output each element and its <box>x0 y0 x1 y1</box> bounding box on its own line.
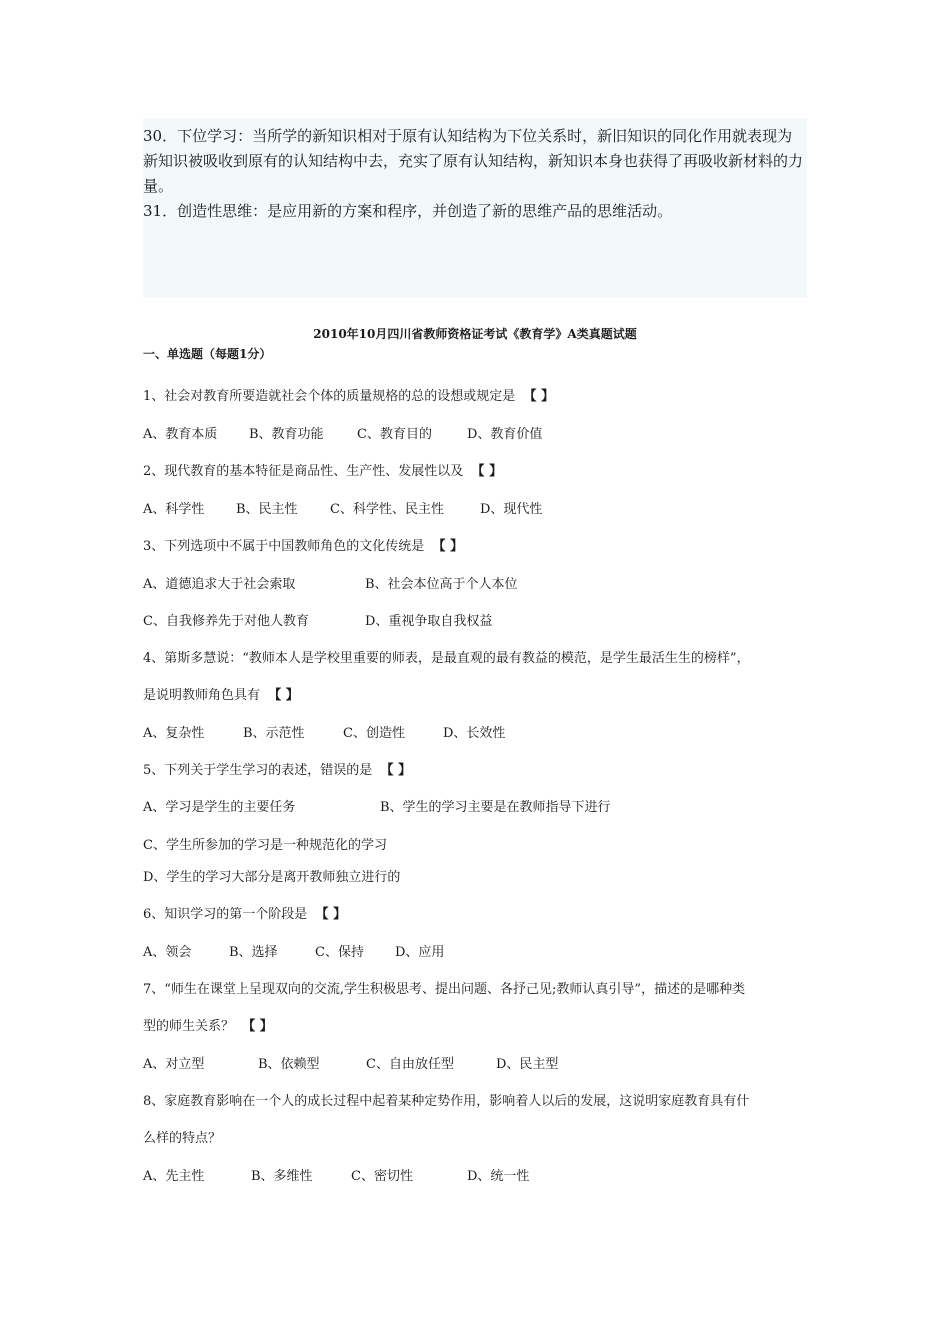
definitions-block <box>143 118 807 298</box>
answer-bracket: 【 】 <box>523 389 555 404</box>
option: B、学生的学习主要是在教师指导下进行 <box>380 800 611 815</box>
question-4-stem-line1: 4、第斯多慧说：“教师本人是学校里重要的师表，是最直观的最有教益的模范，是学生最活生生的榜样”， <box>143 651 750 666</box>
option: D、民主型 <box>496 1057 559 1072</box>
option: A、复杂性 <box>143 726 205 741</box>
question-8-options <box>143 1167 529 1187</box>
option: B、社会本位高于个人本位 <box>365 577 518 592</box>
answer-bracket: 【 】 <box>242 1019 273 1034</box>
option: A、先主性 <box>143 1169 205 1184</box>
option: C、教育目的 <box>357 427 432 442</box>
option: C、保持 <box>315 945 364 960</box>
option: C、自我修养先于对他人教育 <box>143 614 309 629</box>
option: D、重视争取自我权益 <box>365 614 493 629</box>
question-7-stem-line1: 7、“师生在课堂上呈现双向的交流,学生积极思考、提出问题、各抒己见;教师认真引导”，描述的是哪种类 <box>143 982 746 997</box>
question-5-option-d: D、学生的学习大部分是离开教师独立进行的 <box>143 870 401 885</box>
option: A、道德追求大于社会索取 <box>143 577 296 592</box>
option: C、创造性 <box>343 726 405 741</box>
question-3-options-cd <box>143 612 492 632</box>
option: D、现代性 <box>480 502 543 517</box>
definition-31: 31．创造性思维：是应用新的方案和程序，并创造了新的思维产品的思维活动。 <box>143 202 673 220</box>
question-1-stem: 1、社会对教育所要造就社会个体的质量规格的总的设想或规定是 【 】 <box>143 389 555 404</box>
option: A、对立型 <box>143 1057 205 1072</box>
answer-bracket: 【 】 <box>380 763 412 778</box>
option: B、选择 <box>229 945 278 960</box>
option: C、科学性、民主性 <box>330 502 444 517</box>
question-3-options-ab <box>143 575 518 595</box>
question-4-stem-line2: 是说明教师角色具有 【 】 <box>143 688 299 703</box>
option: D、统一性 <box>467 1169 530 1184</box>
question-7-stem-line2: 型的师生关系？ 【 】 <box>143 1019 273 1034</box>
question-3-stem: 3、下列选项中不属于中国教师角色的文化传统是 【 】 <box>143 539 464 554</box>
question-8-stem-line2: 么样的特点？ <box>143 1131 222 1146</box>
question-2-stem: 2、现代教育的基本特征是商品性、生产性、发展性以及 【 】 <box>143 464 503 479</box>
answer-bracket: 【 】 <box>471 464 503 479</box>
option: B、教育功能 <box>249 427 324 442</box>
question-6-options <box>143 943 444 963</box>
question-6-stem: 6、知识学习的第一个阶段是 【 】 <box>143 907 347 922</box>
question-5-options-ab <box>143 798 611 818</box>
option: C、自由放任型 <box>366 1057 454 1072</box>
option: C、密切性 <box>351 1169 413 1184</box>
question-1-options <box>143 425 542 445</box>
answer-bracket: 【 】 <box>432 539 464 554</box>
option: B、民主性 <box>236 502 298 517</box>
question-5-option-c: C、学生所参加的学习是一种规范化的学习 <box>143 838 387 853</box>
section-heading: 一、单选题（每题1分） <box>143 347 272 361</box>
exam-title: 2010年10月四川省教师资格证考试《教育学》A类真题试题 <box>313 327 637 341</box>
option: A、领会 <box>143 945 192 960</box>
option: A、科学性 <box>143 502 205 517</box>
question-8-stem-line1: 8、家庭教育影响在一个人的成长过程中起着某种定势作用，影响着人以后的发展，这说明家庭教育具有什 <box>143 1094 750 1109</box>
option: B、示范性 <box>243 726 305 741</box>
question-7-options <box>143 1055 558 1075</box>
option: B、依赖型 <box>258 1057 320 1072</box>
answer-bracket: 【 】 <box>315 907 347 922</box>
option: B、多维性 <box>251 1169 313 1184</box>
question-5-stem: 5、下列关于学生学习的表述，错误的是 【 】 <box>143 763 412 778</box>
definition-30: 30．下位学习：当所学的新知识相对于原有认知结构为下位关系时，新旧知识的同化作用就表现为新知识被吸收到原有的认知结构中去，充实了原有认知结构，新知识本身也获得了再吸收新材料的力量。 <box>143 127 804 195</box>
option: A、学习是学生的主要任务 <box>143 800 296 815</box>
option: D、长效性 <box>443 726 506 741</box>
exam-section <box>143 320 807 362</box>
option: D、应用 <box>395 945 445 960</box>
question-2-options <box>143 500 542 520</box>
question-4-options <box>143 724 505 744</box>
option: A、教育本质 <box>143 427 218 442</box>
option: D、教育价值 <box>467 427 543 442</box>
answer-bracket: 【 】 <box>268 688 299 703</box>
